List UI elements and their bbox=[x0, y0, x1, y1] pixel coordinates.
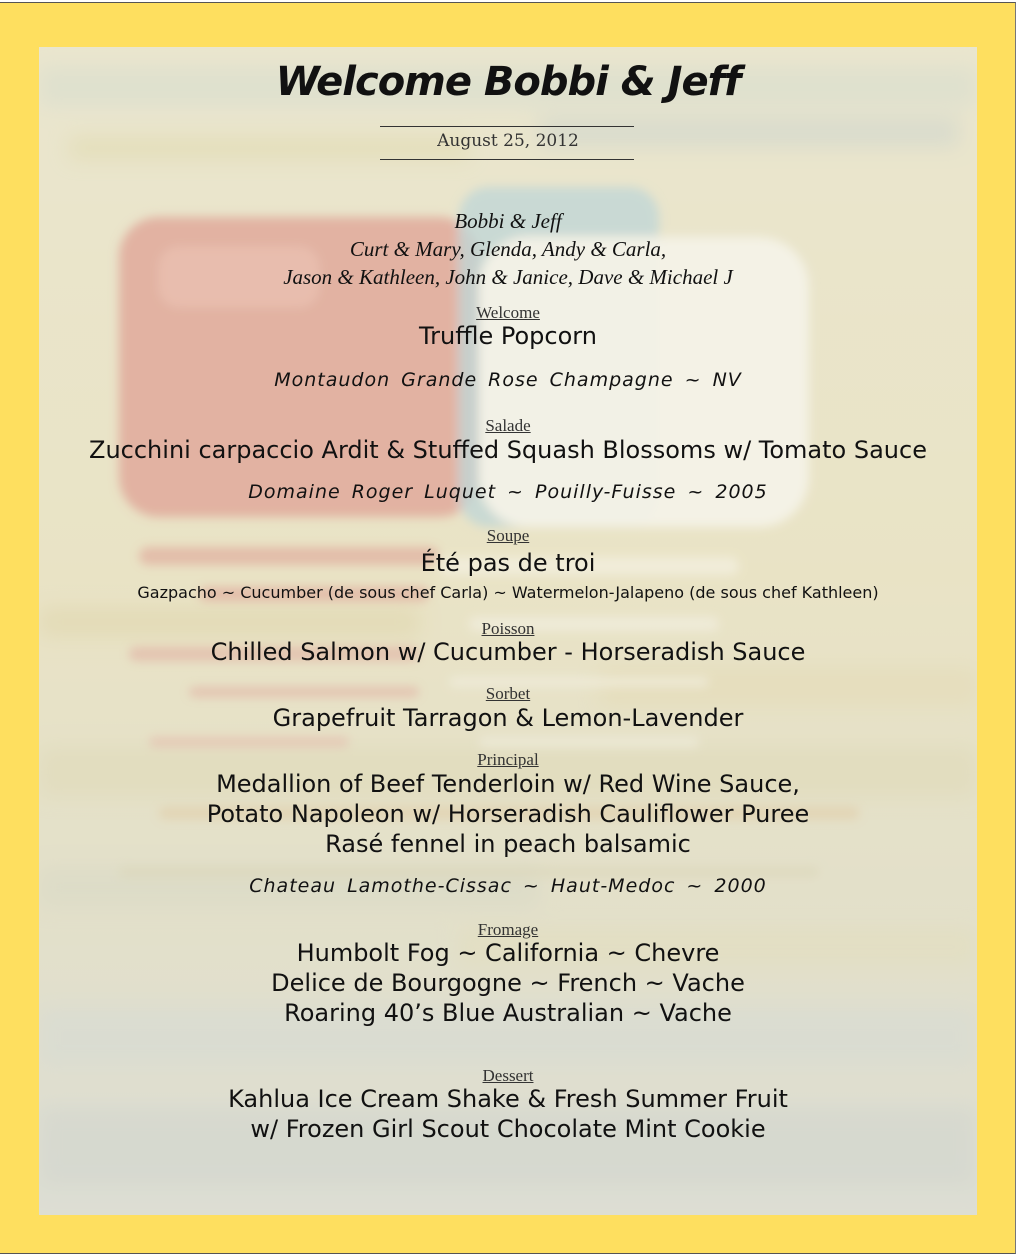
course-label: Fromage bbox=[477, 920, 539, 939]
date-rule-top bbox=[380, 126, 634, 127]
menu-content bbox=[39, 47, 977, 1215]
course-label: Poisson bbox=[481, 619, 535, 638]
guest-line: Curt & Mary, Glenda, Andy & Carla, bbox=[349, 237, 667, 261]
course-label: Soupe bbox=[486, 526, 530, 545]
page-title: Welcome Bobbi & Jeff bbox=[275, 59, 741, 105]
menu-card bbox=[39, 47, 977, 1215]
guest-line: Bobbi & Jeff bbox=[454, 209, 562, 233]
course-label: Salade bbox=[485, 416, 531, 435]
course-label: Principal bbox=[477, 750, 539, 769]
course-label: Dessert bbox=[482, 1066, 534, 1085]
course-heading-salade bbox=[39, 416, 977, 436]
poisson-dish: Chilled Salmon w/ Cucumber - Horseradish Sauce bbox=[210, 638, 806, 666]
fromage-line: Roaring 40’s Blue Australian ~ Vache bbox=[284, 999, 732, 1027]
principal-line: Potato Napoleon w/ Horseradish Cauliflower Puree bbox=[206, 800, 810, 828]
course-heading-fromage bbox=[39, 920, 977, 940]
course-heading-welcome bbox=[39, 303, 977, 323]
course-heading-principal bbox=[39, 750, 977, 770]
fromage-line: Delice de Bourgogne ~ French ~ Vache bbox=[271, 969, 745, 997]
principal-wine: Chateau Lamothe-Cissac ~ Haut-Medoc ~ 2000 bbox=[249, 875, 767, 897]
course-heading-dessert bbox=[39, 1066, 977, 1086]
course-label: Sorbet bbox=[485, 684, 531, 703]
fromage-line: Humbolt Fog ~ California ~ Chevre bbox=[296, 939, 720, 967]
course-heading-sorbet bbox=[39, 684, 977, 704]
sorbet-dish: Grapefruit Tarragon & Lemon-Lavender bbox=[272, 704, 744, 732]
soupe-dish: Été pas de troi bbox=[420, 549, 596, 577]
salade-wine: Domaine Roger Luquet ~ Pouilly-Fuisse ~ 2005 bbox=[248, 481, 768, 503]
guest-line: Jason & Kathleen, John & Janice, Dave & Michael J bbox=[283, 265, 733, 289]
event-date: August 25, 2012 bbox=[437, 131, 579, 151]
salade-dish: Zucchini carpaccio Ardit & Stuffed Squash Blossoms w/ Tomato Sauce bbox=[89, 436, 927, 464]
date-rule-bottom bbox=[380, 159, 634, 160]
soupe-detail: Gazpacho ~ Cucumber (de sous chef Carla) ~ Watermelon-Jalapeno (de sous chef Kathleen) bbox=[137, 583, 879, 602]
course-heading-poisson bbox=[39, 619, 977, 639]
page-border bbox=[0, 2, 1016, 1254]
welcome-dish: Truffle Popcorn bbox=[419, 322, 597, 350]
dessert-line: w/ Frozen Girl Scout Chocolate Mint Cookie bbox=[250, 1115, 766, 1143]
principal-line: Medallion of Beef Tenderloin w/ Red Wine Sauce, bbox=[216, 770, 800, 798]
course-label: Welcome bbox=[476, 303, 540, 322]
welcome-wine: Montaudon Grande Rose Champagne ~ NV bbox=[274, 369, 742, 391]
dessert-line: Kahlua Ice Cream Shake & Fresh Summer Fruit bbox=[228, 1085, 788, 1113]
principal-line: Rasé fennel in peach balsamic bbox=[325, 830, 691, 858]
course-heading-soupe bbox=[39, 526, 977, 546]
